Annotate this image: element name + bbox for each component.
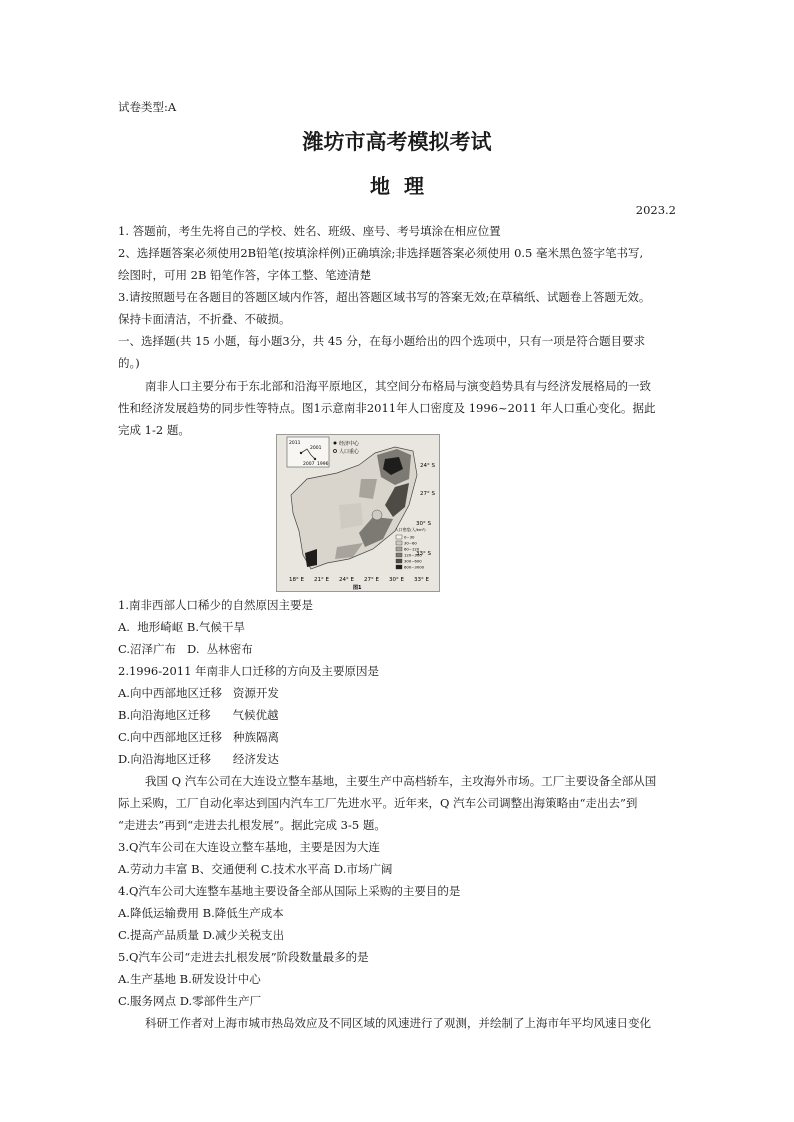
instruction-line: 3.请按照题号在各题目的答题区域内作答，超出答题区域书写的答案无效;在草稿纸、试题卷上答题无效。 bbox=[118, 290, 651, 304]
lat-label: 24° S bbox=[420, 463, 435, 469]
instruction-line: 2、选择题答案必须使用2B铅笔(按填涂样例)正确填涂;非选择题答案必须使用 0.5 毫米黑色签字笔书写, bbox=[118, 246, 644, 260]
lat-label: 27° S bbox=[420, 491, 435, 497]
option-line: C.服务网点 D.零部件生产厂 bbox=[118, 994, 262, 1008]
density-class-label: 60~120 bbox=[404, 546, 420, 552]
density-class-label: 300~600 bbox=[404, 558, 422, 564]
passage-line: 完成 1-2 题。 bbox=[118, 423, 190, 437]
south-africa-population-map bbox=[276, 434, 440, 592]
lat-label: 30° S bbox=[416, 521, 431, 527]
exam-date: 2023.2 bbox=[635, 203, 676, 217]
instruction-line: 1. 答题前，考生先将自己的学校、姓名、班级、座号、考号填涂在相应位置 bbox=[118, 224, 501, 238]
option-line: A. 地形崎岖 B.气候干旱 bbox=[118, 620, 246, 634]
lon-label: 30° E bbox=[389, 577, 404, 583]
passage-line: 我国 Q 汽车公司在大连设立整车基地，主要生产中高档轿车，主攻海外市场。工厂主要设备全部从国 bbox=[145, 774, 657, 788]
lon-label: 18° E bbox=[289, 577, 304, 583]
question-line: 1.南非西部人口稀少的自然原因主要是 bbox=[118, 598, 313, 612]
density-class-label: 120~300 bbox=[404, 552, 422, 558]
question-line: 2.1996-2011 年南非人口迁移的方向及主要原因是 bbox=[118, 664, 380, 678]
paper-type: 试卷类型:A bbox=[118, 100, 177, 114]
passage-line: “走进去”再到“走进去扎根发展”。据此完成 3-5 题。 bbox=[118, 818, 386, 832]
lon-label: 33° E bbox=[414, 577, 429, 583]
question-line: 3.Q汽车公司在大连设立整车基地，主要是因为大连 bbox=[118, 840, 380, 854]
option-line: A.劳动力丰富 B、交通便利 C.技术水平高 D.市场广阔 bbox=[118, 862, 393, 876]
inset-label: 1996 bbox=[317, 462, 329, 467]
density-class-label: 0~30 bbox=[404, 534, 415, 540]
legend-economic-center: 经济中心 bbox=[339, 441, 360, 447]
instruction-line: 绘图时，可用 2B 铅笔作答，字体工整、笔迹清楚 bbox=[118, 268, 372, 282]
density-swatch bbox=[396, 535, 402, 539]
exam-title: 潍坊市高考模拟考试 bbox=[302, 129, 492, 154]
section-heading: 的。) bbox=[118, 356, 140, 370]
density-swatch bbox=[396, 547, 402, 551]
lat-label: 33° S bbox=[416, 551, 431, 557]
density-swatch bbox=[396, 553, 402, 557]
density-class-label: 600~3000 bbox=[404, 564, 425, 570]
density-swatch bbox=[396, 565, 402, 569]
lon-label: 24° E bbox=[339, 577, 354, 583]
option-line: C.向中西部地区迁移 种族隔离 bbox=[118, 730, 280, 744]
map-caption: 图1 bbox=[353, 585, 362, 591]
option-line: B.向沿海地区迁移 气候优越 bbox=[118, 708, 279, 722]
legend-population-center: 人口重心 bbox=[339, 449, 360, 455]
passage-line: 南非人口主要分布于东北部和沿海平原地区，其空间分布格局与演变趋势具有与经济发展格局的一致 bbox=[145, 379, 651, 393]
option-line: C.沼泽广布 D. 丛林密布 bbox=[118, 642, 253, 656]
subject-title: 地 理 bbox=[370, 174, 424, 198]
lon-label: 21° E bbox=[314, 577, 329, 583]
question-line: 4.Q汽车公司大连整车基地主要设备全部从国际上采购的主要目的是 bbox=[118, 884, 461, 898]
density-class-label: 30~60 bbox=[404, 540, 417, 546]
option-line: C.提高产品质量 D.减少关税支出 bbox=[118, 928, 285, 942]
passage-line: 际上采购，工厂自动化率达到国内汽车工厂先进水平。近年来，Q 汽车公司调整出海策略由“走出去”到 bbox=[118, 796, 638, 810]
passage-line: 科研工作者对上海市城市热岛效应及不同区域的风速进行了观测，并绘制了上海市年平均风速日变化 bbox=[145, 1016, 651, 1030]
density-swatch bbox=[396, 559, 402, 563]
section-heading: 一、选择题(共 15 小题，每小题3分，共 45 分，在每小题给出的四个选项中，只有一项是符合题目要求 bbox=[118, 334, 646, 348]
instruction-line: 保持卡面清洁，不折叠、不破损。 bbox=[118, 312, 291, 326]
inset-label: 2001 bbox=[310, 446, 322, 451]
question-line: 5.Q汽车公司“走进去扎根发展”阶段数量最多的是 bbox=[118, 950, 369, 964]
inset-label: 2011 bbox=[289, 441, 301, 446]
density-swatch bbox=[396, 541, 402, 545]
inset-label: 2007 bbox=[303, 462, 315, 467]
density-legend-title: 人口密度(人/km²) bbox=[395, 527, 426, 532]
option-line: A.降低运输费用 B.降低生产成本 bbox=[118, 906, 284, 920]
passage-line: 性和经济发展趋势的同步性等特点。图1示意南非2011年人口密度及 1996~2011 年人口重心变化。据此 bbox=[118, 401, 656, 415]
lon-label: 27° E bbox=[364, 577, 379, 583]
option-line: D.向沿海地区迁移 经济发达 bbox=[118, 752, 279, 766]
option-line: A.生产基地 B.研发设计中心 bbox=[118, 972, 261, 986]
option-line: A.向中西部地区迁移 资源开发 bbox=[118, 686, 279, 700]
